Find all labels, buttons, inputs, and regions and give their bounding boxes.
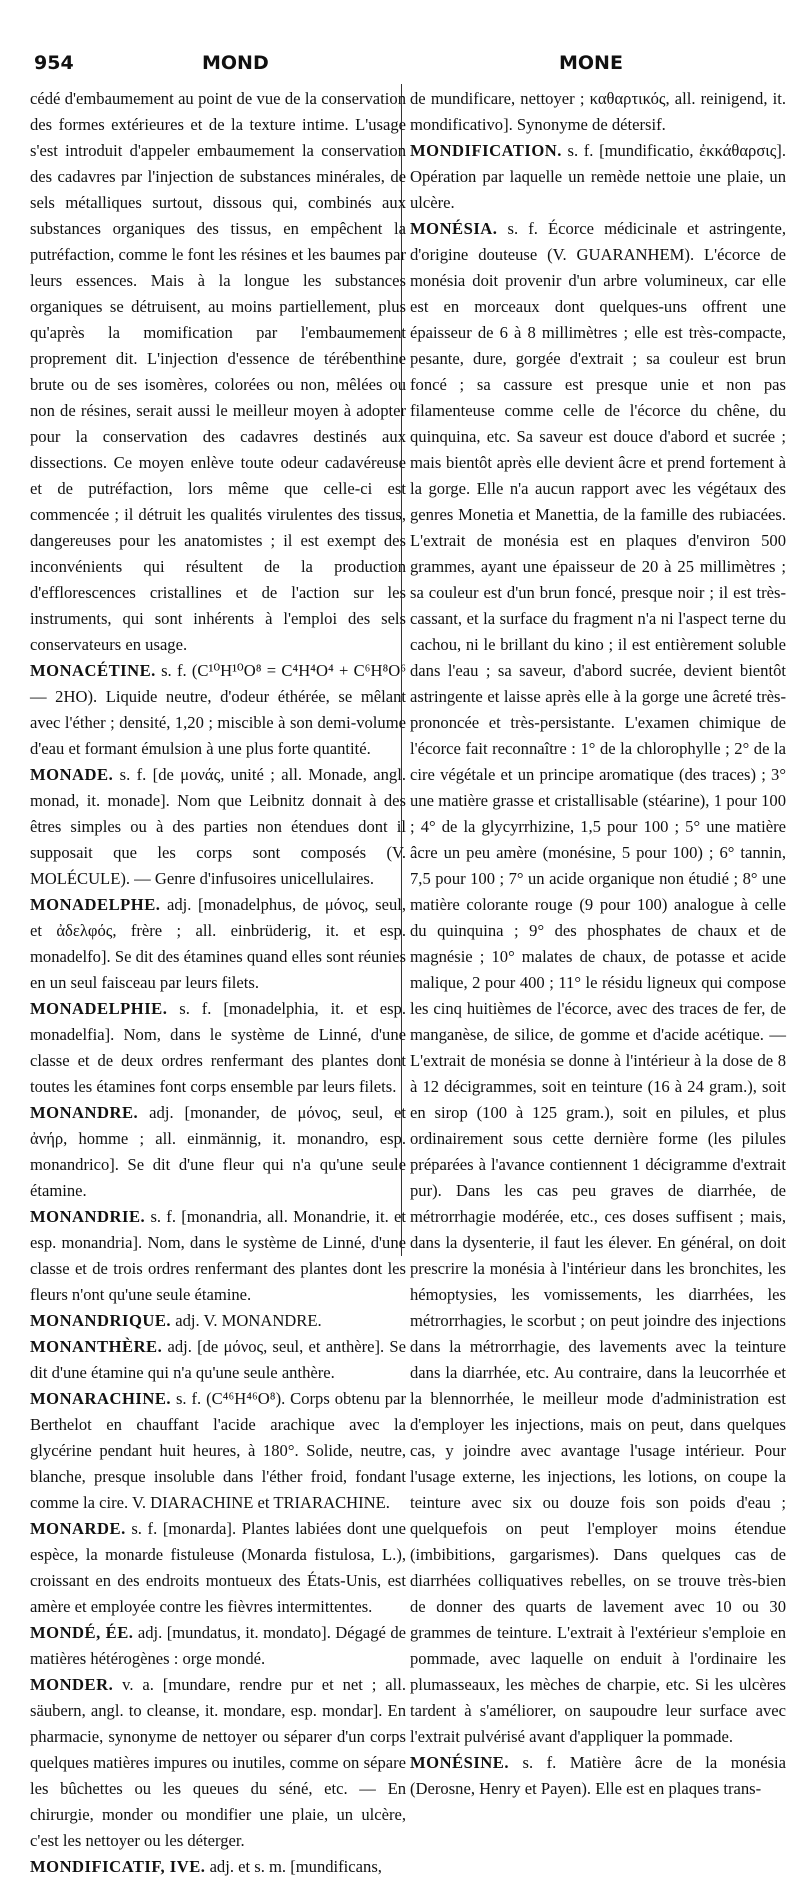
page-number: 954 [34,52,74,74]
headword: MONANDRIQUE. [30,1311,172,1330]
headword: MONDIFICATIF, IVE. [30,1857,206,1876]
headword: MONADE. [30,765,114,784]
headword: MONDÉ, ÉE. [30,1623,134,1642]
right-column [410,86,786,1802]
page-header [34,52,770,82]
headword: MONARACHINE. [30,1389,172,1408]
headword: MONANDRIE. [30,1207,146,1226]
entry-monanthere: MONANTHÈRE. adj. [de μόνος, seul, et anthère]. Se dit d'une étamine qui n'a qu'une seule anthère. [30,1337,406,1382]
entry-monarachine: MONARACHINE. s. f. (C⁴⁶H⁴⁶O⁸). Corps obtenu par Berthelot en chauffant l'acide arachique avec la glycérine pendant huit heures, à 180°. Solide, neutre, blanche, presque insoluble dans l'éther froid, fondant comme la cire. V. DIARACHINE et TRIARACHINE. [30,1389,406,1512]
entry-monandrique: MONANDRIQUE. adj. V. MONANDRE. [30,1311,322,1330]
left-column [30,86,406,1880]
entry-mondificatif: MONDIFICATIF, IVE. adj. et s. m. [mundificans, [30,1857,382,1876]
entry-monesia: MONÉSIA. s. f. Écorce médicinale et astringente, d'origine douteuse (V. GUARANHEM). L'écorce de monésia doit provenir d'un arbre volumineux, car elle est en morceaux dont quelques-uns offrent une épaisseur de 6 à 8 millimètres ; elle est très-compacte, pesante, dure, gorgée d'extrait ; sa couleur est brun foncé ; sa cassure est presque unie et non pas filamenteuse comme celle de l'écorce du chêne, du quinquina, etc. Sa saveur est douce d'abord et sucrée ; mais bientôt après elle devient âcre et prend fortement à la gorge. Elle n'a aucun rapport avec les végétaux des genres Monetia et Manettia, de la famille des rubiacées. L'extrait de monésia est en plaques d'environ 500 grammes, ayant une épaisseur de 20 à 25 millimètres ; sa couleur est d'un brun foncé, presque noir ; il est très-cassant, et la surface du fragment n'a ni l'aspect terne du cachou, ni le brillant du kino ; il est entièrement soluble dans l'eau ; sa saveur, d'abord sucrée, devient bientôt astringente et laisse après elle à la gorge une âcreté très-prononcée et très-persistante. L'examen chimique de l'écorce fait reconnaître : 1° de la chlorophylle ; 2° de la cire végétale et un principe aromatique (des traces) ; 3° une matière grasse et cristallisable (stéarine), 1 pour 100 ; 4° de la glycyrrhizine, 1,5 pour 100 ; 5° une matière âcre un peu amère (monésine, 5 pour 100) ; 6° tannin, 7,5 pour 100 ; 7° un acide organique non étudié ; 8° une matière colorante rouge (9 pour 100) analogue à celle du quinquina ; 9° des phosphates de chaux et de magnésie ; 10° malates de chaux, de potasse et acide malique, 2 pour 400 ; 11° le résidu ligneux qui compose les cinq huitièmes de l'écorce, avec des traces de fer, de manganèse, de silice, de gomme et d'acide acétique. — L'extrait de monésia se donne à l'intérieur à la dose de 8 à 12 décigrammes, soit en teinture (16 à 24 gram.), soit en sirop (100 à 125 gram.), soit en pilules, et plus ordinairement sous cette dernière forme (les pilules préparées à l'avance contiennent 1 décigramme d'extrait pur). Dans les cas peu graves de diarrhée, de métrorrhagie modérée, etc., ces doses suffisent ; mais, dans la dysenterie, il faut les élever. En général, on doit prescrire la monésia à l'intérieur dans les bronchites, les hémoptysies, les vomissements, les diarrhées, les métrorrhagies, le scorbut ; on peut joindre des injections dans la métrorrhagie, des lavements avec la teinture dans la diarrhée, etc. Au contraire, dans la leucorrhée et la blennorrhée, le meilleur mode d'administration est d'employer les injections, mais on peut, dans quelques cas, y joindre avec avantage l'usage intérieur. Pour l'usage externe, les injections, les lotions, on coupe la teinture avec six ou douze fois son poids d'eau ; quelquefois on peut l'employer moins étendue (imbibitions, gargarismes). Dans quelques cas de diarrhées colliquatives rebelles, on se trouve très-bien de donner des quarts de lavement avec 10 ou 30 grammes de teinture. L'extrait à l'extérieur s'emploie en pommade, avec laquelle on enduit à l'ordinaire les plumasseaux, les mèches de charpie, etc. Si les ulcères tardent à s'améliorer, on saupoudre leur surface avec l'extrait pulvérisé avant d'appliquer la pommade. [410,219,786,1746]
headword: MONADELPHIE. [30,999,168,1018]
headword: MONARDE. [30,1519,126,1538]
entry-monde: MONDÉ, ÉE. adj. [mundatus, it. mondato]. Dégagé de matières hétérogènes : orge mondé. [30,1623,406,1668]
entry-monandre: MONANDRE. adj. [monander, de μόνος, seul, et ἀνήρ, homme ; all. einmännig, it. monandro, esp. monandrico]. Se dit d'une fleur qui n'a qu'une seule étamine. [30,1103,406,1200]
running-head-left: MOND [202,52,269,74]
headword: MONANTHÈRE. [30,1337,163,1356]
headword: MONANDRE. [30,1103,139,1122]
entry-monesine: MONÉSINE. s. f. Matière âcre de la monésia (Derosne, Henry et Payen). Elle est en plaques trans- [410,1753,786,1798]
headword: MONACÉTINE. [30,661,156,680]
headword: MONÉSINE. [410,1753,510,1772]
entry-monarde: MONARDE. s. f. [monarda]. Plantes labiées dont une espèce, la monarde fistuleuse (Monarda fistulosa, L.), croissant en des endroits montueux des États-Unis, est amère et employée contre les fièvres intermittentes. [30,1519,406,1616]
entry-continuation: cédé d'embaumement au point de vue de la conservation des formes extérieures et de la texture intime. L'usage s'est introduit d'appeler embaumement la conservation des cadavres par l'injection de substances minérales, de sels métalliques surtout, dissous qui, combinés aux substances organiques des tissus, en empêchent la putréfaction, comme le font les résines et les baumes par leurs essences. Mais à la longue les substances organiques se détruisent, au moins partiellement, plus qu'après la momification par l'embaumement proprement dit. L'injection d'essence de térébenthine brute ou de ses isomères, colorées ou non, mêlées ou non de résines, serait aussi le meilleur moyen à adopter pour la conservation des cadavres destinés aux dissections. Ce moyen enlève toute odeur cadavéreuse et de putréfaction, lors même que celle-ci est commencée ; il détruit les qualités virulentes des tissus, dangereuses pour les anatomistes ; il est exempt des inconvénients qui résultent de la production d'efflorescences cristallines et de l'action sur les instruments, qui sont inhérents à l'emploi des sels conservateurs en usage. [30,89,406,654]
headword: MONADELPHE. [30,895,161,914]
headword: MONÉSIA. [410,219,498,238]
headword: MONDIFICATION. [410,141,562,160]
entry-monder: MONDER. v. a. [mundare, rendre pur et net ; all. säubern, angl. to cleanse, it. mondare, esp. mondar]. En pharmacie, synonyme de nettoyer ou séparer d'un corps quelques matières impures ou inutiles, comme on sépare les bûchettes ou les queues du séné, etc. — En chirurgie, monder ou mondifier une plaie, un ulcère, c'est les nettoyer ou les déterger. [30,1675,406,1850]
headword: MONDER. [30,1675,114,1694]
running-head-right: MONE [559,52,623,74]
entry-continuation: de mundificare, nettoyer ; καθαρτικός, all. reinigend, it. mondificativo]. Synonyme de détersif. [410,89,786,134]
entry-mondification: MONDIFICATION. s. f. [mundificatio, ἐκκάθαρσις]. Opération par laquelle un remède nettoie une plaie, un ulcère. [410,141,786,212]
entry-monade: MONADE. s. f. [de μονάς, unité ; all. Monade, angl. monad, it. monade]. Nom que Leibnitz donnait à des êtres simples ou à des parties non étendues dont il supposait que les corps sont composés (V. MOLÉCULE). — Genre d'infusoires unicellulaires. [30,765,406,888]
entry-monacetine: MONACÉTINE. s. f. (C¹⁰H¹⁰O⁸ = C⁴H⁴O⁴ + C⁶H⁸O⁶ — 2HO). Liquide neutre, d'odeur éthérée, se mêlant avec l'éther ; densité, 1,20 ; miscible à son demi-volume d'eau et formant émulsion à une plus forte quantité. [30,661,406,758]
entry-monandrie: MONANDRIE. s. f. [monandria, all. Monandrie, it. et esp. monandria]. Nom, dans le système de Linné, d'une classe et de trois ordres renfermant des plantes dont les fleurs n'ont qu'une seule étamine. [30,1207,406,1304]
entry-monadelphie: MONADELPHIE. s. f. [monadelphia, it. et esp. monadelfia]. Nom, dans le système de Linné, d'une classe et de deux ordres renfermant des plantes dont toutes les étamines font corps ensemble par leurs filets. [30,999,406,1096]
entry-monadelphe: MONADELPHE. adj. [monadelphus, de μόνος, seul, et ἀδελφός, frère ; all. einbrüderig, it. et esp. monadelfo]. Se dit des étamines quand elles sont réunies en un seul faisceau par leurs filets. [30,895,406,992]
